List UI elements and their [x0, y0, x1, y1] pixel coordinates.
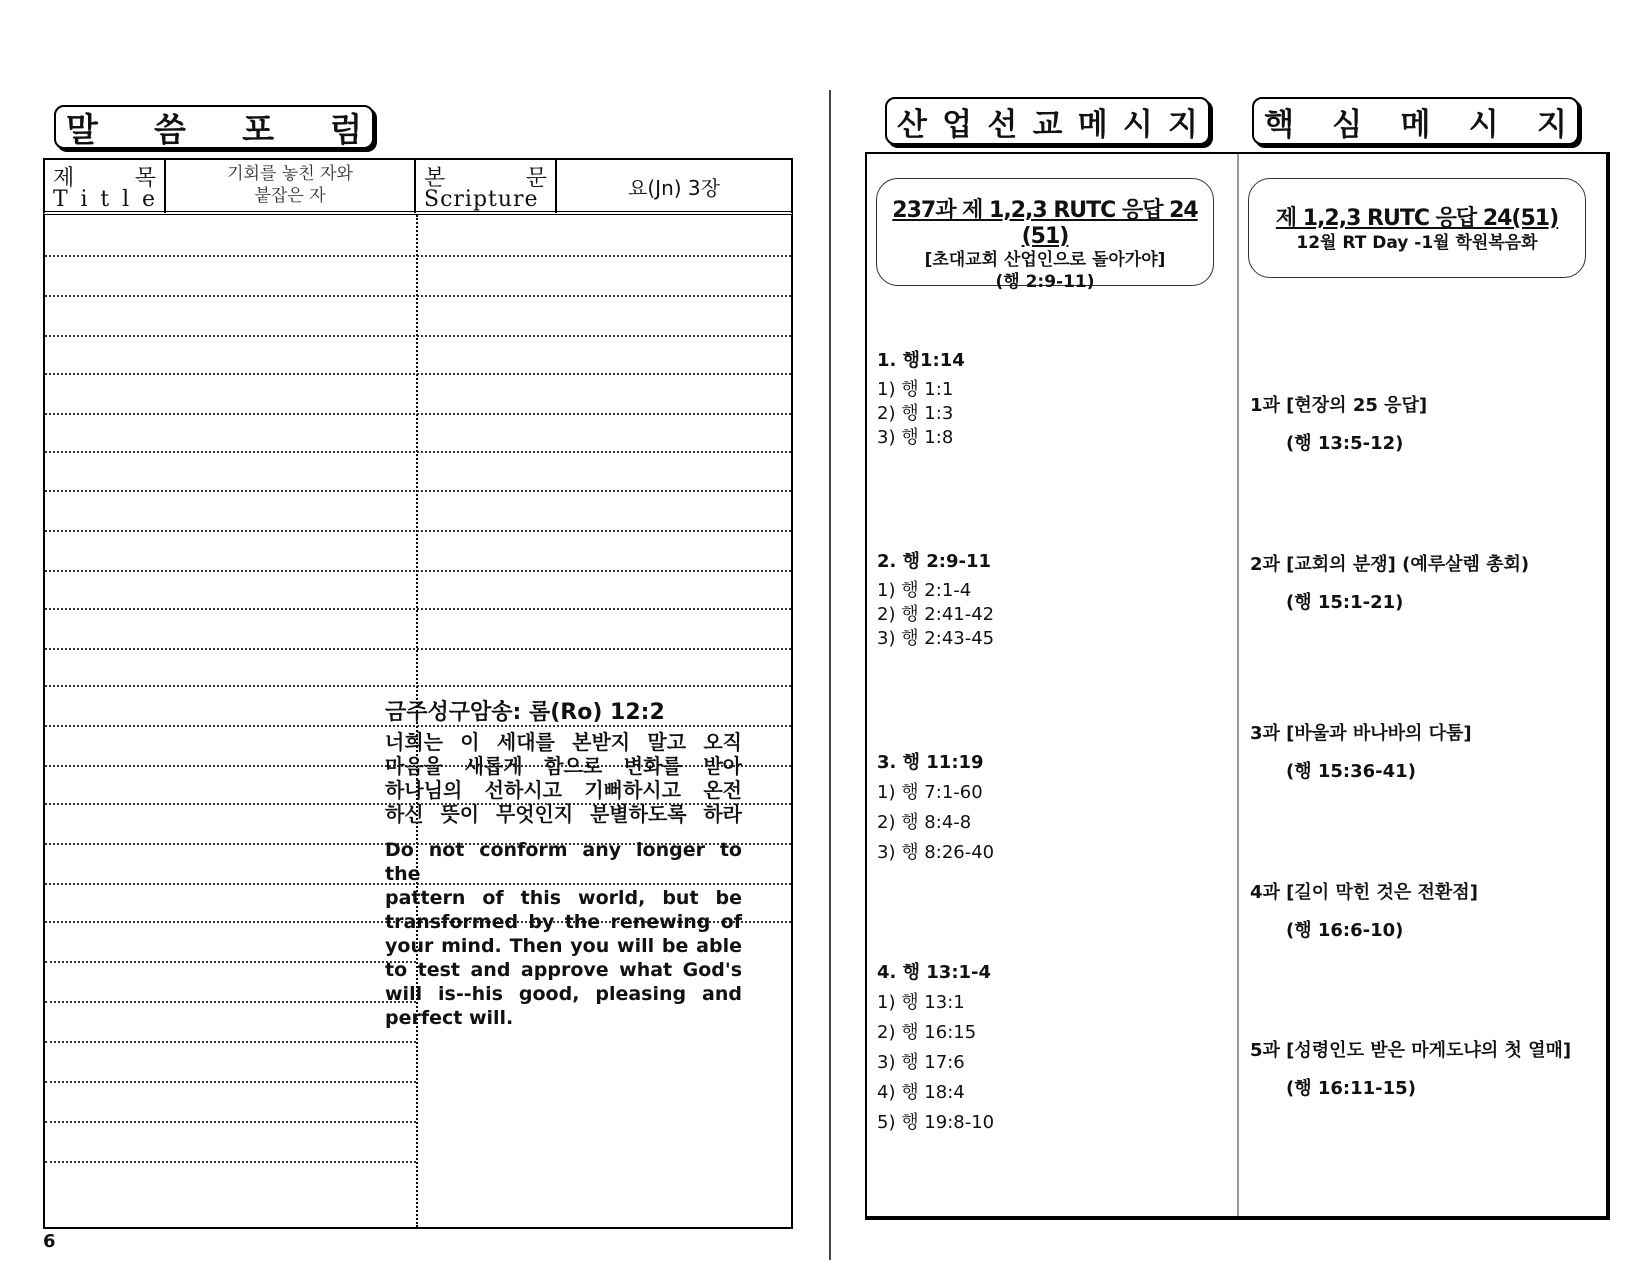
memory-verse-line: to test and approve what God's [385, 959, 742, 981]
sermon-title-line2: 붙잡은 자 [254, 186, 326, 206]
industrial-mission-title [885, 97, 1210, 145]
scripture-value-cell [557, 160, 791, 213]
lesson-box-ref: (행 2:9-11) [995, 272, 1095, 292]
lesson-box-core [1248, 178, 1586, 278]
section-item: 2) 행 16:15 [877, 1022, 977, 1043]
memory-verse-line: pattern of this world, but be [385, 887, 742, 909]
title-char: 메 [1400, 106, 1431, 143]
title-char: 교 [1032, 106, 1063, 143]
sermon-header-table [43, 158, 793, 213]
sermon-title-line1: 기회를 놓친 자와 [227, 164, 353, 184]
title-char: 지 [1168, 106, 1198, 143]
title-char: 포 [242, 109, 274, 149]
ruled-line [45, 1161, 416, 1163]
page-fold-line [829, 90, 831, 1260]
ruled-line [45, 451, 791, 453]
title-label-en: T [53, 187, 69, 212]
ruled-line [45, 1041, 416, 1043]
sermon-forum-title [54, 105, 374, 149]
ruled-line [45, 1001, 416, 1003]
title-char: 심 [1332, 106, 1363, 143]
lesson-box-main: 제 1,2,3 RUTC 응답 24(51) [1275, 206, 1559, 231]
ruled-line [45, 648, 791, 650]
lesson-box-industrial [876, 178, 1214, 292]
memory-verse-english [385, 838, 742, 1030]
core-message-ref: (행 13:5-12) [1286, 433, 1404, 454]
section-item: 3) 행 17:6 [877, 1052, 965, 1073]
section-item: 3) 행 8:26-40 [877, 842, 995, 863]
title-label-cell [45, 160, 166, 213]
ruled-line [45, 490, 791, 492]
section-heading: 3. 행 11:19 [877, 752, 984, 773]
core-message-title: 1과 [현장의 25 응답] [1250, 395, 1428, 416]
lesson-box-main: 237과 제 1,2,3 RUTC 응답 24 (51) [892, 198, 1198, 249]
sermon-title-cell [166, 160, 416, 213]
lesson-box-sub: 12월 RT Day -1월 학원복음화 [1296, 233, 1538, 253]
memory-verse-line: 마음을 새롭게 함으로 변화를 받아 [385, 754, 742, 778]
ruled-line [45, 413, 791, 415]
core-message-ref: (행 16:6-10) [1286, 920, 1404, 941]
memory-verse-line: transformed by the renewing of [385, 911, 742, 933]
ruled-line [45, 335, 791, 337]
memory-verse-line: 하신 뜻이 무엇인지 분별하도록 하라 [385, 802, 742, 826]
scripture-label-en: Scripture [424, 187, 539, 212]
title-char: 산 [897, 106, 927, 143]
scripture-label-cell [416, 160, 557, 213]
title-label-en: e [141, 187, 156, 212]
title-char: 시 [1468, 106, 1499, 143]
memory-verse-korean [385, 730, 742, 826]
section-item: 3) 행 2:43-45 [877, 628, 995, 649]
title-char: 시 [1122, 106, 1153, 143]
core-message-2 [1250, 550, 1529, 614]
ruled-line [45, 295, 791, 297]
core-message-title: 3과 [바울과 바나바의 다툼] [1250, 723, 1472, 744]
core-message-ref: (행 16:11-15) [1286, 1078, 1416, 1099]
core-message-title [1252, 97, 1579, 145]
memory-verse-line: will is--his good, pleasing and [385, 983, 742, 1005]
lesson-box-sub: [초대교회 산업인으로 돌아가야] [924, 250, 1166, 270]
scripture-label-ko: 본 [424, 166, 446, 191]
ruled-line [45, 961, 416, 963]
section-item: 2) 행 8:4-8 [877, 812, 972, 833]
section-item: 1) 행 13:1 [877, 992, 965, 1013]
ruled-line [45, 530, 791, 532]
memory-verse-line: Do not conform any longer to the [385, 839, 742, 885]
core-message-ref: (행 15:36-41) [1286, 761, 1416, 782]
title-char: 지 [1537, 106, 1567, 143]
section-item: 4) 행 18:4 [877, 1082, 965, 1103]
section-3 [877, 748, 994, 868]
section-item: 1) 행 1:1 [877, 379, 954, 400]
ruled-line [45, 1081, 416, 1083]
section-item: 2) 행 1:3 [877, 403, 954, 424]
ruled-line [45, 570, 791, 572]
title-label-ko: 목 [134, 166, 156, 191]
ruled-line [45, 685, 791, 687]
section-4 [877, 958, 994, 1138]
title-label-en: i [80, 187, 89, 212]
core-message-ref: (행 15:1-21) [1286, 592, 1404, 613]
title-char: 선 [987, 106, 1018, 143]
section-heading: 1. 행1:14 [877, 350, 965, 371]
memory-verse-line: your mind. Then you will be able [385, 935, 742, 957]
core-message-title: 2과 [교회의 분쟁] (예루살렘 총회) [1250, 554, 1530, 575]
memory-verse-line: perfect will. [385, 1007, 514, 1029]
title-label-en: l [122, 187, 131, 212]
title-char: 핵 [1264, 106, 1294, 143]
core-message-title: 4과 [길이 막힌 것은 전환점] [1250, 882, 1478, 903]
memory-verse-line: 하나님의 선하시고 기뻐하시고 온전 [385, 778, 742, 802]
title-char: 업 [942, 106, 973, 143]
ruled-line [45, 373, 791, 375]
section-2 [877, 547, 994, 651]
title-char: 럼 [330, 109, 362, 149]
memory-verse-line: 너희는 이 세대를 본받지 말고 오직 [385, 730, 742, 754]
core-message-title: 5과 [성령인도 받은 마게도냐의 첫 열매] [1250, 1040, 1572, 1061]
section-1 [877, 346, 965, 450]
section-heading: 4. 행 13:1-4 [877, 962, 992, 983]
core-message-1 [1250, 391, 1427, 455]
section-item: 2) 행 2:41-42 [877, 604, 995, 625]
column-divider [1237, 154, 1239, 1216]
title-char: 씀 [154, 109, 186, 149]
ruled-line [45, 608, 791, 610]
page-number: 6 [43, 1231, 56, 1252]
core-message-4 [1250, 878, 1478, 942]
ruled-line [45, 255, 791, 257]
title-char: 말 [66, 109, 98, 149]
section-item: 5) 행 19:8-10 [877, 1112, 995, 1133]
section-item: 3) 행 1:8 [877, 427, 954, 448]
scripture-label-ko: 문 [525, 166, 547, 191]
title-char: 메 [1077, 106, 1108, 143]
section-heading: 2. 행 2:9-11 [877, 551, 992, 572]
memory-verse-heading: 금주성구암송: 롬(Ro) 12:2 [385, 700, 665, 725]
section-item: 1) 행 2:1-4 [877, 580, 972, 601]
memory-verse [385, 695, 742, 1030]
ruled-line [45, 1121, 416, 1123]
section-item: 1) 행 7:1-60 [877, 782, 983, 803]
core-message-5 [1250, 1036, 1571, 1100]
scripture-value: 요(Jn) 3장 [628, 176, 720, 200]
title-label-ko: 제 [53, 166, 75, 191]
core-message-3 [1250, 719, 1472, 783]
title-label-en: t [100, 187, 111, 212]
